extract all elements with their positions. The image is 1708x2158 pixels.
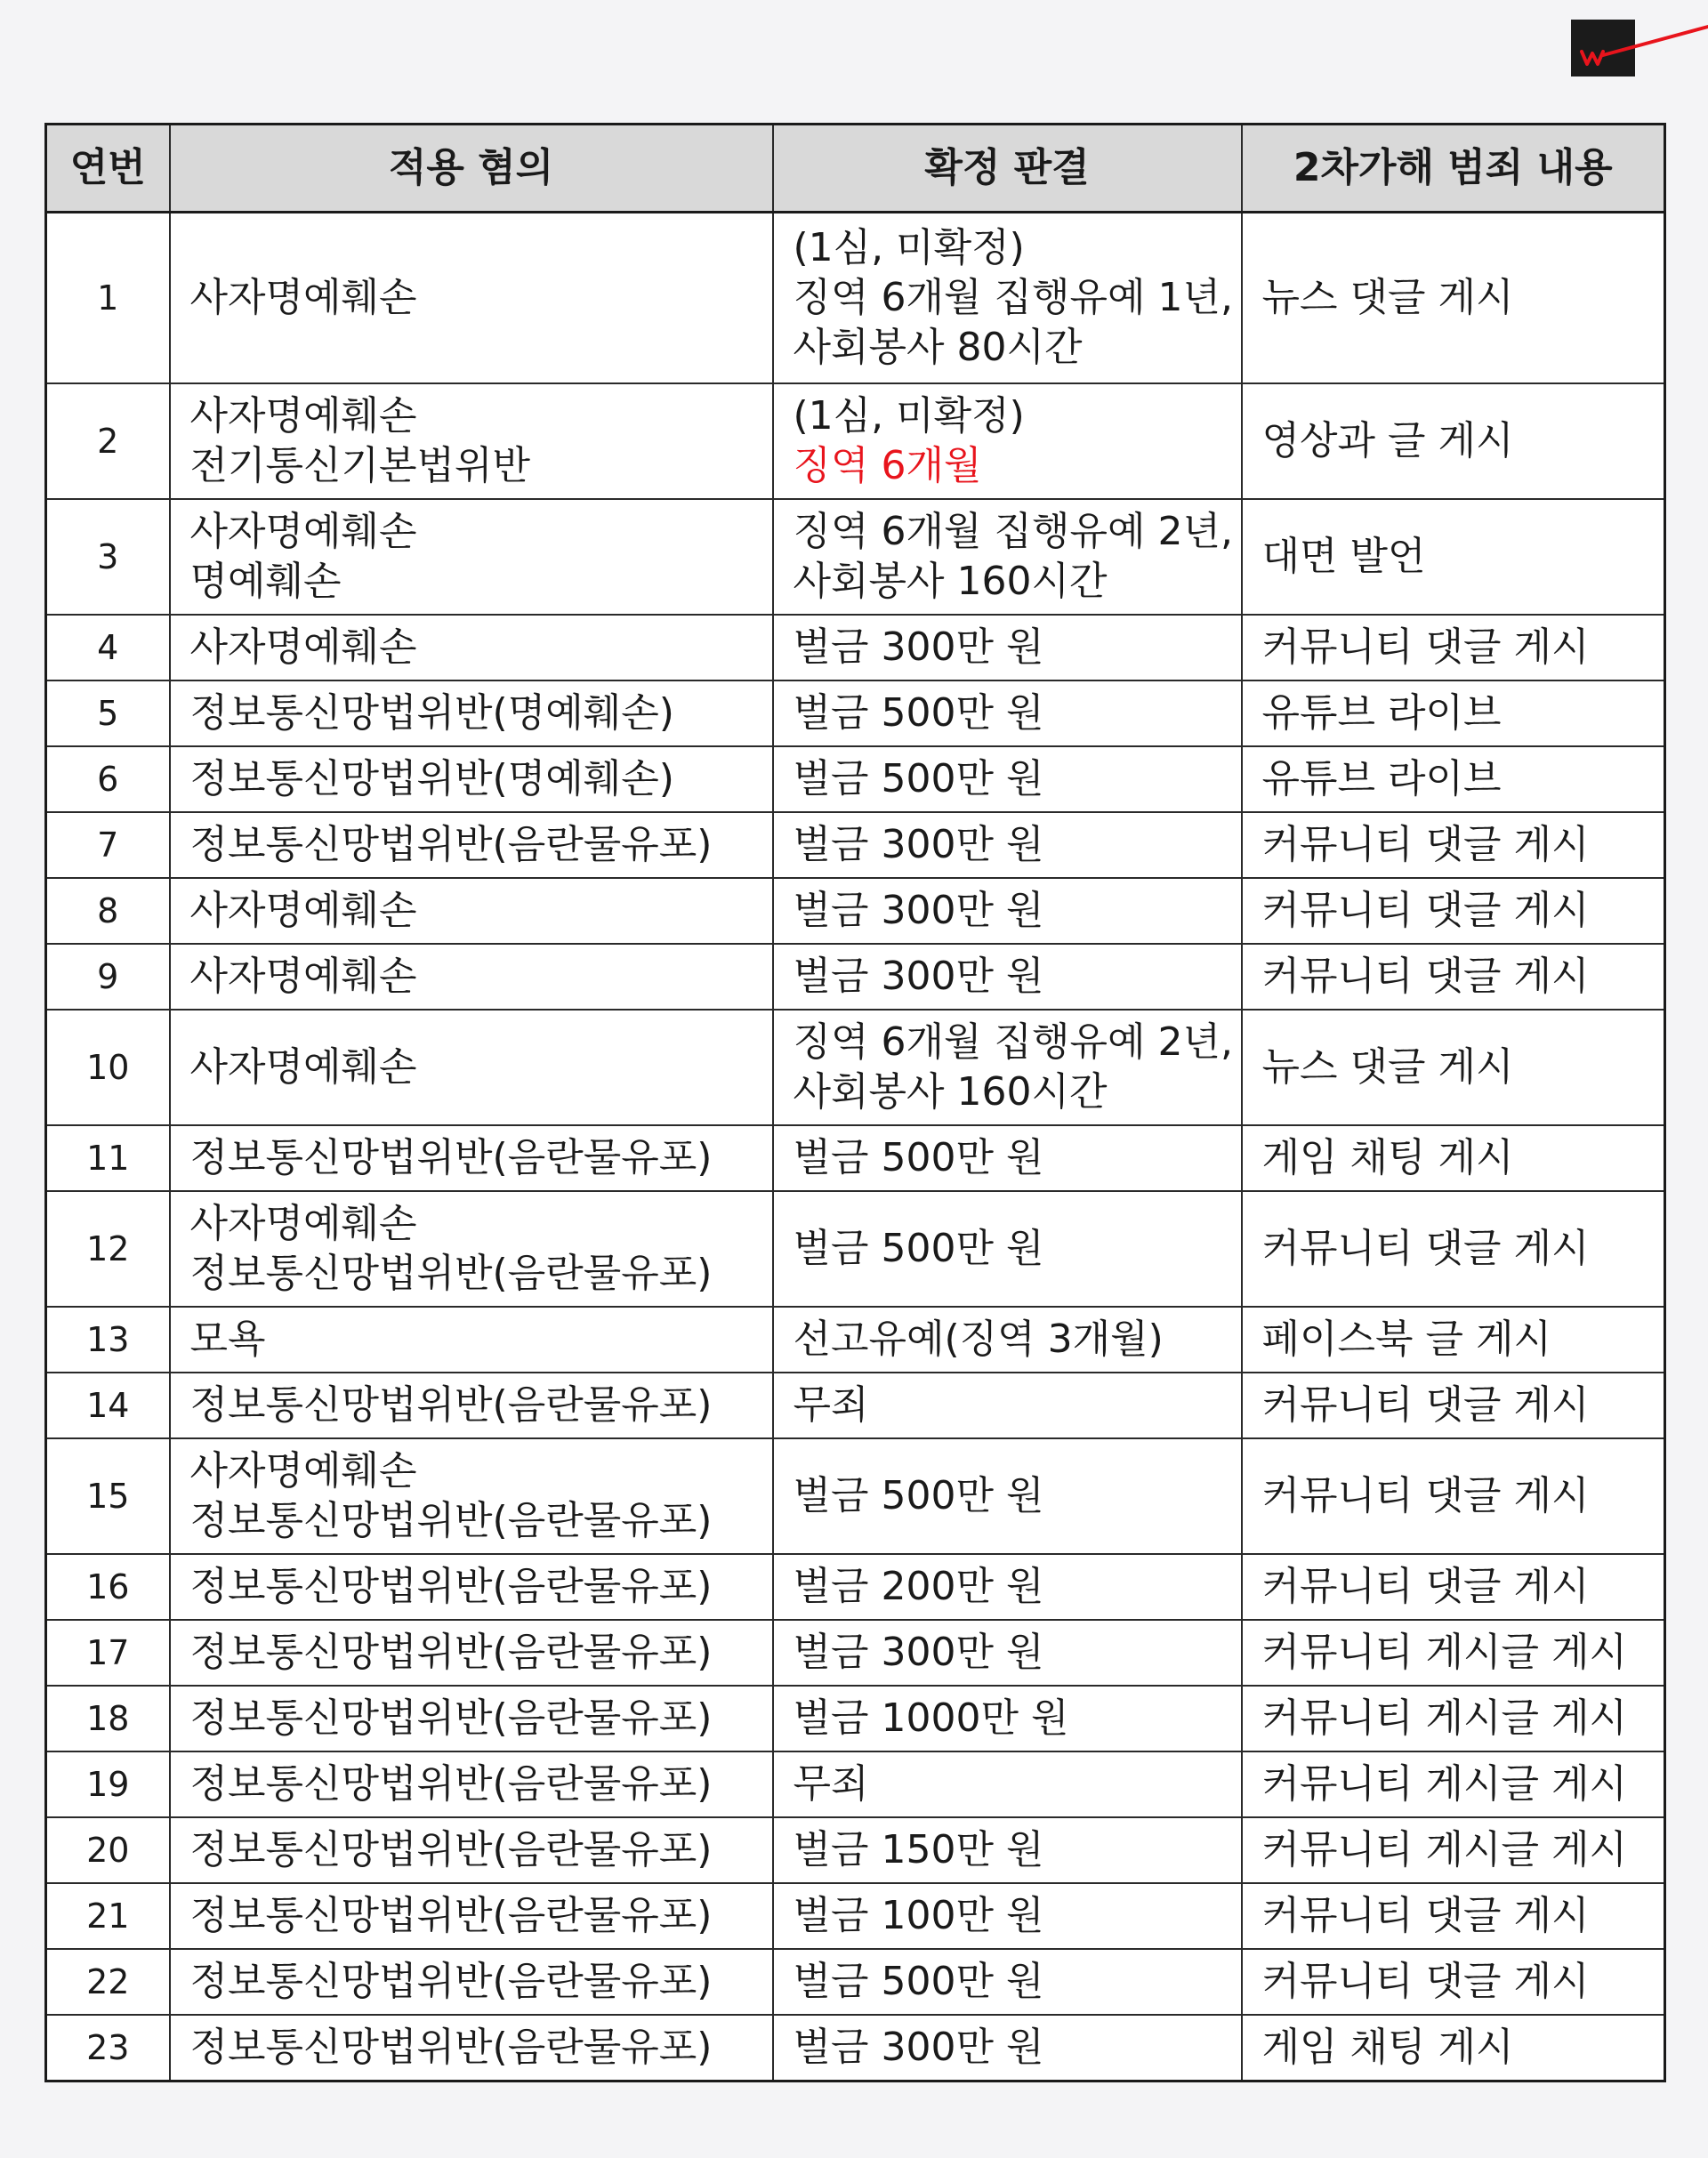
charge-cell — [170, 878, 773, 944]
verdict-cell — [773, 1010, 1242, 1125]
content-cell: 커뮤니티 댓글 게시 — [1242, 1438, 1665, 1554]
verdict-line: 벌금 500만 원 — [793, 1226, 1044, 1271]
table-row — [46, 383, 1665, 499]
table-row — [46, 1307, 1665, 1373]
row-number: 20 — [46, 1817, 170, 1883]
content-cell: 커뮤니티 댓글 게시 — [1242, 615, 1665, 680]
charge-line: 정보통신망법위반(음란물유포) — [189, 1135, 713, 1180]
charge-line: 전기통신기본법위반 — [189, 443, 531, 488]
verdict-line: 징역 6개월 집행유예 2년, — [793, 509, 1233, 554]
verdict-cell — [773, 499, 1242, 615]
row-number: 15 — [46, 1438, 170, 1554]
charge-line: 정보통신망법위반(음란물유포) — [189, 1761, 713, 1807]
verdict-cell — [773, 1949, 1242, 2015]
charge-cell — [170, 1191, 773, 1307]
verdict-cell — [773, 615, 1242, 680]
table-row — [46, 1438, 1665, 1554]
content-cell: 커뮤니티 게시글 게시 — [1242, 1817, 1665, 1883]
content-cell: 유튜브 라이브 — [1242, 680, 1665, 746]
charge-cell — [170, 383, 773, 499]
verdict-cell — [773, 213, 1242, 384]
content-cell: 게임 채팅 게시 — [1242, 2015, 1665, 2082]
verdict-line: 벌금 500만 원 — [793, 1135, 1044, 1180]
verdict-cell — [773, 1438, 1242, 1554]
charge-cell — [170, 1438, 773, 1554]
verdict-cell — [773, 812, 1242, 878]
charge-line: 정보통신망법위반(음란물유포) — [189, 1893, 713, 1938]
verdict-line: 벌금 500만 원 — [793, 690, 1044, 736]
row-number: 17 — [46, 1620, 170, 1686]
charge-cell — [170, 1307, 773, 1373]
verdict-cell — [773, 1817, 1242, 1883]
table-row — [46, 1751, 1665, 1817]
charge-cell — [170, 1125, 773, 1191]
charge-cell — [170, 499, 773, 615]
content-cell: 대면 발언 — [1242, 499, 1665, 615]
content-cell: 뉴스 댓글 게시 — [1242, 1010, 1665, 1125]
row-number: 22 — [46, 1949, 170, 2015]
verdict-line: 사회봉사 160시간 — [793, 1069, 1108, 1115]
verdict-line: 벌금 500만 원 — [793, 1959, 1044, 2004]
verdict-line: (1심, 미확정) — [793, 393, 1025, 439]
content-cell: 커뮤니티 게시글 게시 — [1242, 1751, 1665, 1817]
verdict-cell — [773, 1307, 1242, 1373]
charge-cell — [170, 1010, 773, 1125]
content-cell: 커뮤니티 댓글 게시 — [1242, 944, 1665, 1010]
row-number: 19 — [46, 1751, 170, 1817]
table-row — [46, 878, 1665, 944]
verdict-cell — [773, 2015, 1242, 2082]
column-header-content: 2차가해 범죄 내용 — [1242, 125, 1665, 213]
content-cell: 페이스북 글 게시 — [1242, 1307, 1665, 1373]
charge-line: 정보통신망법위반(명예훼손) — [189, 756, 674, 801]
charge-cell — [170, 812, 773, 878]
content-cell: 게임 채팅 게시 — [1242, 1125, 1665, 1191]
verdict-line: 벌금 300만 원 — [793, 1630, 1044, 1675]
charge-cell — [170, 2015, 773, 2082]
charge-line: 정보통신망법위반(음란물유포) — [189, 1498, 713, 1543]
row-number: 8 — [46, 878, 170, 944]
w-logo-icon — [1571, 20, 1708, 76]
row-number: 16 — [46, 1554, 170, 1620]
verdict-line: 무죄 — [793, 1761, 869, 1807]
verdict-line: (1심, 미확정) — [793, 225, 1025, 270]
verdict-cell — [773, 680, 1242, 746]
table-row — [46, 213, 1665, 384]
table-row — [46, 1620, 1665, 1686]
charge-line: 모욕 — [189, 1317, 266, 1362]
row-number: 9 — [46, 944, 170, 1010]
charge-line: 정보통신망법위반(음란물유포) — [189, 1959, 713, 2004]
charge-cell — [170, 1883, 773, 1949]
verdict-line: 벌금 100만 원 — [793, 1893, 1044, 1938]
charge-line: 명예훼손 — [189, 559, 342, 604]
verdict-cell — [773, 1373, 1242, 1438]
content-cell: 뉴스 댓글 게시 — [1242, 213, 1665, 384]
charge-line: 정보통신망법위반(명예훼손) — [189, 690, 674, 736]
row-number: 18 — [46, 1686, 170, 1751]
verdict-line: 벌금 300만 원 — [793, 822, 1044, 867]
row-number: 3 — [46, 499, 170, 615]
row-number: 5 — [46, 680, 170, 746]
verdict-line: 징역 6개월 집행유예 1년, — [793, 275, 1233, 320]
verdict-line: 벌금 300만 원 — [793, 954, 1044, 999]
verdict-cell — [773, 1883, 1242, 1949]
content-cell: 커뮤니티 게시글 게시 — [1242, 1686, 1665, 1751]
row-number: 4 — [46, 615, 170, 680]
row-number: 13 — [46, 1307, 170, 1373]
table-row — [46, 1554, 1665, 1620]
charge-cell — [170, 746, 773, 812]
row-number: 6 — [46, 746, 170, 812]
charge-line: 사자명예훼손 — [189, 954, 417, 999]
verdict-line: 징역 6개월 — [793, 443, 982, 488]
charge-line: 정보통신망법위반(음란물유포) — [189, 1251, 713, 1296]
verdict-cell — [773, 746, 1242, 812]
charge-cell — [170, 1751, 773, 1817]
table-row — [46, 2015, 1665, 2082]
charge-cell — [170, 615, 773, 680]
charge-cell — [170, 1620, 773, 1686]
charge-line: 정보통신망법위반(음란물유포) — [189, 1564, 713, 1609]
charge-line: 정보통신망법위반(음란물유포) — [189, 1382, 713, 1428]
verdict-cell — [773, 1191, 1242, 1307]
table-row — [46, 680, 1665, 746]
table-row — [46, 1191, 1665, 1307]
charge-line: 정보통신망법위반(음란물유포) — [189, 1695, 713, 1741]
table-header-row — [46, 125, 1665, 213]
verdict-cell — [773, 1751, 1242, 1817]
verdict-line: 사회봉사 80시간 — [793, 325, 1083, 370]
table-row — [46, 615, 1665, 680]
charge-line: 정보통신망법위반(음란물유포) — [189, 822, 713, 867]
charge-line: 사자명예훼손 — [189, 509, 417, 554]
table-row — [46, 1686, 1665, 1751]
row-number: 21 — [46, 1883, 170, 1949]
charge-line: 사자명예훼손 — [189, 1201, 417, 1246]
charge-line: 사자명예훼손 — [189, 888, 417, 933]
verdict-line: 벌금 150만 원 — [793, 1827, 1044, 1872]
charge-cell — [170, 1686, 773, 1751]
verdict-line: 벌금 500만 원 — [793, 1473, 1044, 1518]
charge-line: 사자명예훼손 — [189, 1448, 417, 1494]
charge-line: 사자명예훼손 — [189, 275, 417, 320]
verdict-cell — [773, 1554, 1242, 1620]
charge-line: 정보통신망법위반(음란물유포) — [189, 2025, 713, 2070]
content-cell: 커뮤니티 댓글 게시 — [1242, 1373, 1665, 1438]
verdict-line: 벌금 300만 원 — [793, 624, 1044, 670]
table-row — [46, 812, 1665, 878]
verdict-line: 벌금 300만 원 — [793, 2025, 1044, 2070]
content-cell: 유튜브 라이브 — [1242, 746, 1665, 812]
charge-line: 정보통신망법위반(음란물유포) — [189, 1827, 713, 1872]
content-cell: 커뮤니티 댓글 게시 — [1242, 1883, 1665, 1949]
charge-cell — [170, 680, 773, 746]
verdict-cell — [773, 1620, 1242, 1686]
verdict-line: 벌금 300만 원 — [793, 888, 1044, 933]
verdict-line: 무죄 — [793, 1382, 869, 1428]
content-cell: 커뮤니티 댓글 게시 — [1242, 1191, 1665, 1307]
verdict-cell — [773, 944, 1242, 1010]
content-cell: 커뮤니티 댓글 게시 — [1242, 812, 1665, 878]
charge-cell — [170, 1949, 773, 2015]
charge-line: 정보통신망법위반(음란물유포) — [189, 1630, 713, 1675]
charge-cell — [170, 944, 773, 1010]
content-cell: 영상과 글 게시 — [1242, 383, 1665, 499]
table-row — [46, 944, 1665, 1010]
column-header-charge: 적용 혐의 — [170, 125, 773, 213]
table-row — [46, 1125, 1665, 1191]
row-number: 2 — [46, 383, 170, 499]
verdict-table — [44, 123, 1666, 2082]
verdict-cell — [773, 1686, 1242, 1751]
row-number: 12 — [46, 1191, 170, 1307]
verdict-line: 벌금 1000만 원 — [793, 1695, 1069, 1741]
column-header-no: 연번 — [46, 125, 170, 213]
charge-cell — [170, 1373, 773, 1438]
charge-line: 사자명예훼손 — [189, 393, 417, 439]
table-row — [46, 1883, 1665, 1949]
content-cell: 커뮤니티 댓글 게시 — [1242, 878, 1665, 944]
row-number: 23 — [46, 2015, 170, 2082]
charge-cell — [170, 213, 773, 384]
table-row — [46, 1949, 1665, 2015]
table-row — [46, 499, 1665, 615]
column-header-verdict: 확정 판결 — [773, 125, 1242, 213]
table-row — [46, 1010, 1665, 1125]
verdict-cell — [773, 878, 1242, 944]
table-row — [46, 1373, 1665, 1438]
table-row — [46, 746, 1665, 812]
row-number: 1 — [46, 213, 170, 384]
verdict-line: 사회봉사 160시간 — [793, 559, 1108, 604]
verdict-line: 벌금 200만 원 — [793, 1564, 1044, 1609]
row-number: 7 — [46, 812, 170, 878]
charge-cell — [170, 1554, 773, 1620]
row-number: 10 — [46, 1010, 170, 1125]
charge-cell — [170, 1817, 773, 1883]
verdict-line: 선고유예(징역 3개월) — [793, 1317, 1164, 1362]
verdict-cell — [773, 1125, 1242, 1191]
row-number: 11 — [46, 1125, 170, 1191]
row-number: 14 — [46, 1373, 170, 1438]
charge-line: 사자명예훼손 — [189, 1044, 417, 1090]
content-cell: 커뮤니티 댓글 게시 — [1242, 1949, 1665, 2015]
content-cell: 커뮤니티 게시글 게시 — [1242, 1620, 1665, 1686]
verdict-line: 징역 6개월 집행유예 2년, — [793, 1019, 1233, 1065]
content-cell: 커뮤니티 댓글 게시 — [1242, 1554, 1665, 1620]
table-row — [46, 1817, 1665, 1883]
verdict-cell — [773, 383, 1242, 499]
charge-line: 사자명예훼손 — [189, 624, 417, 670]
verdict-line: 벌금 500만 원 — [793, 756, 1044, 801]
